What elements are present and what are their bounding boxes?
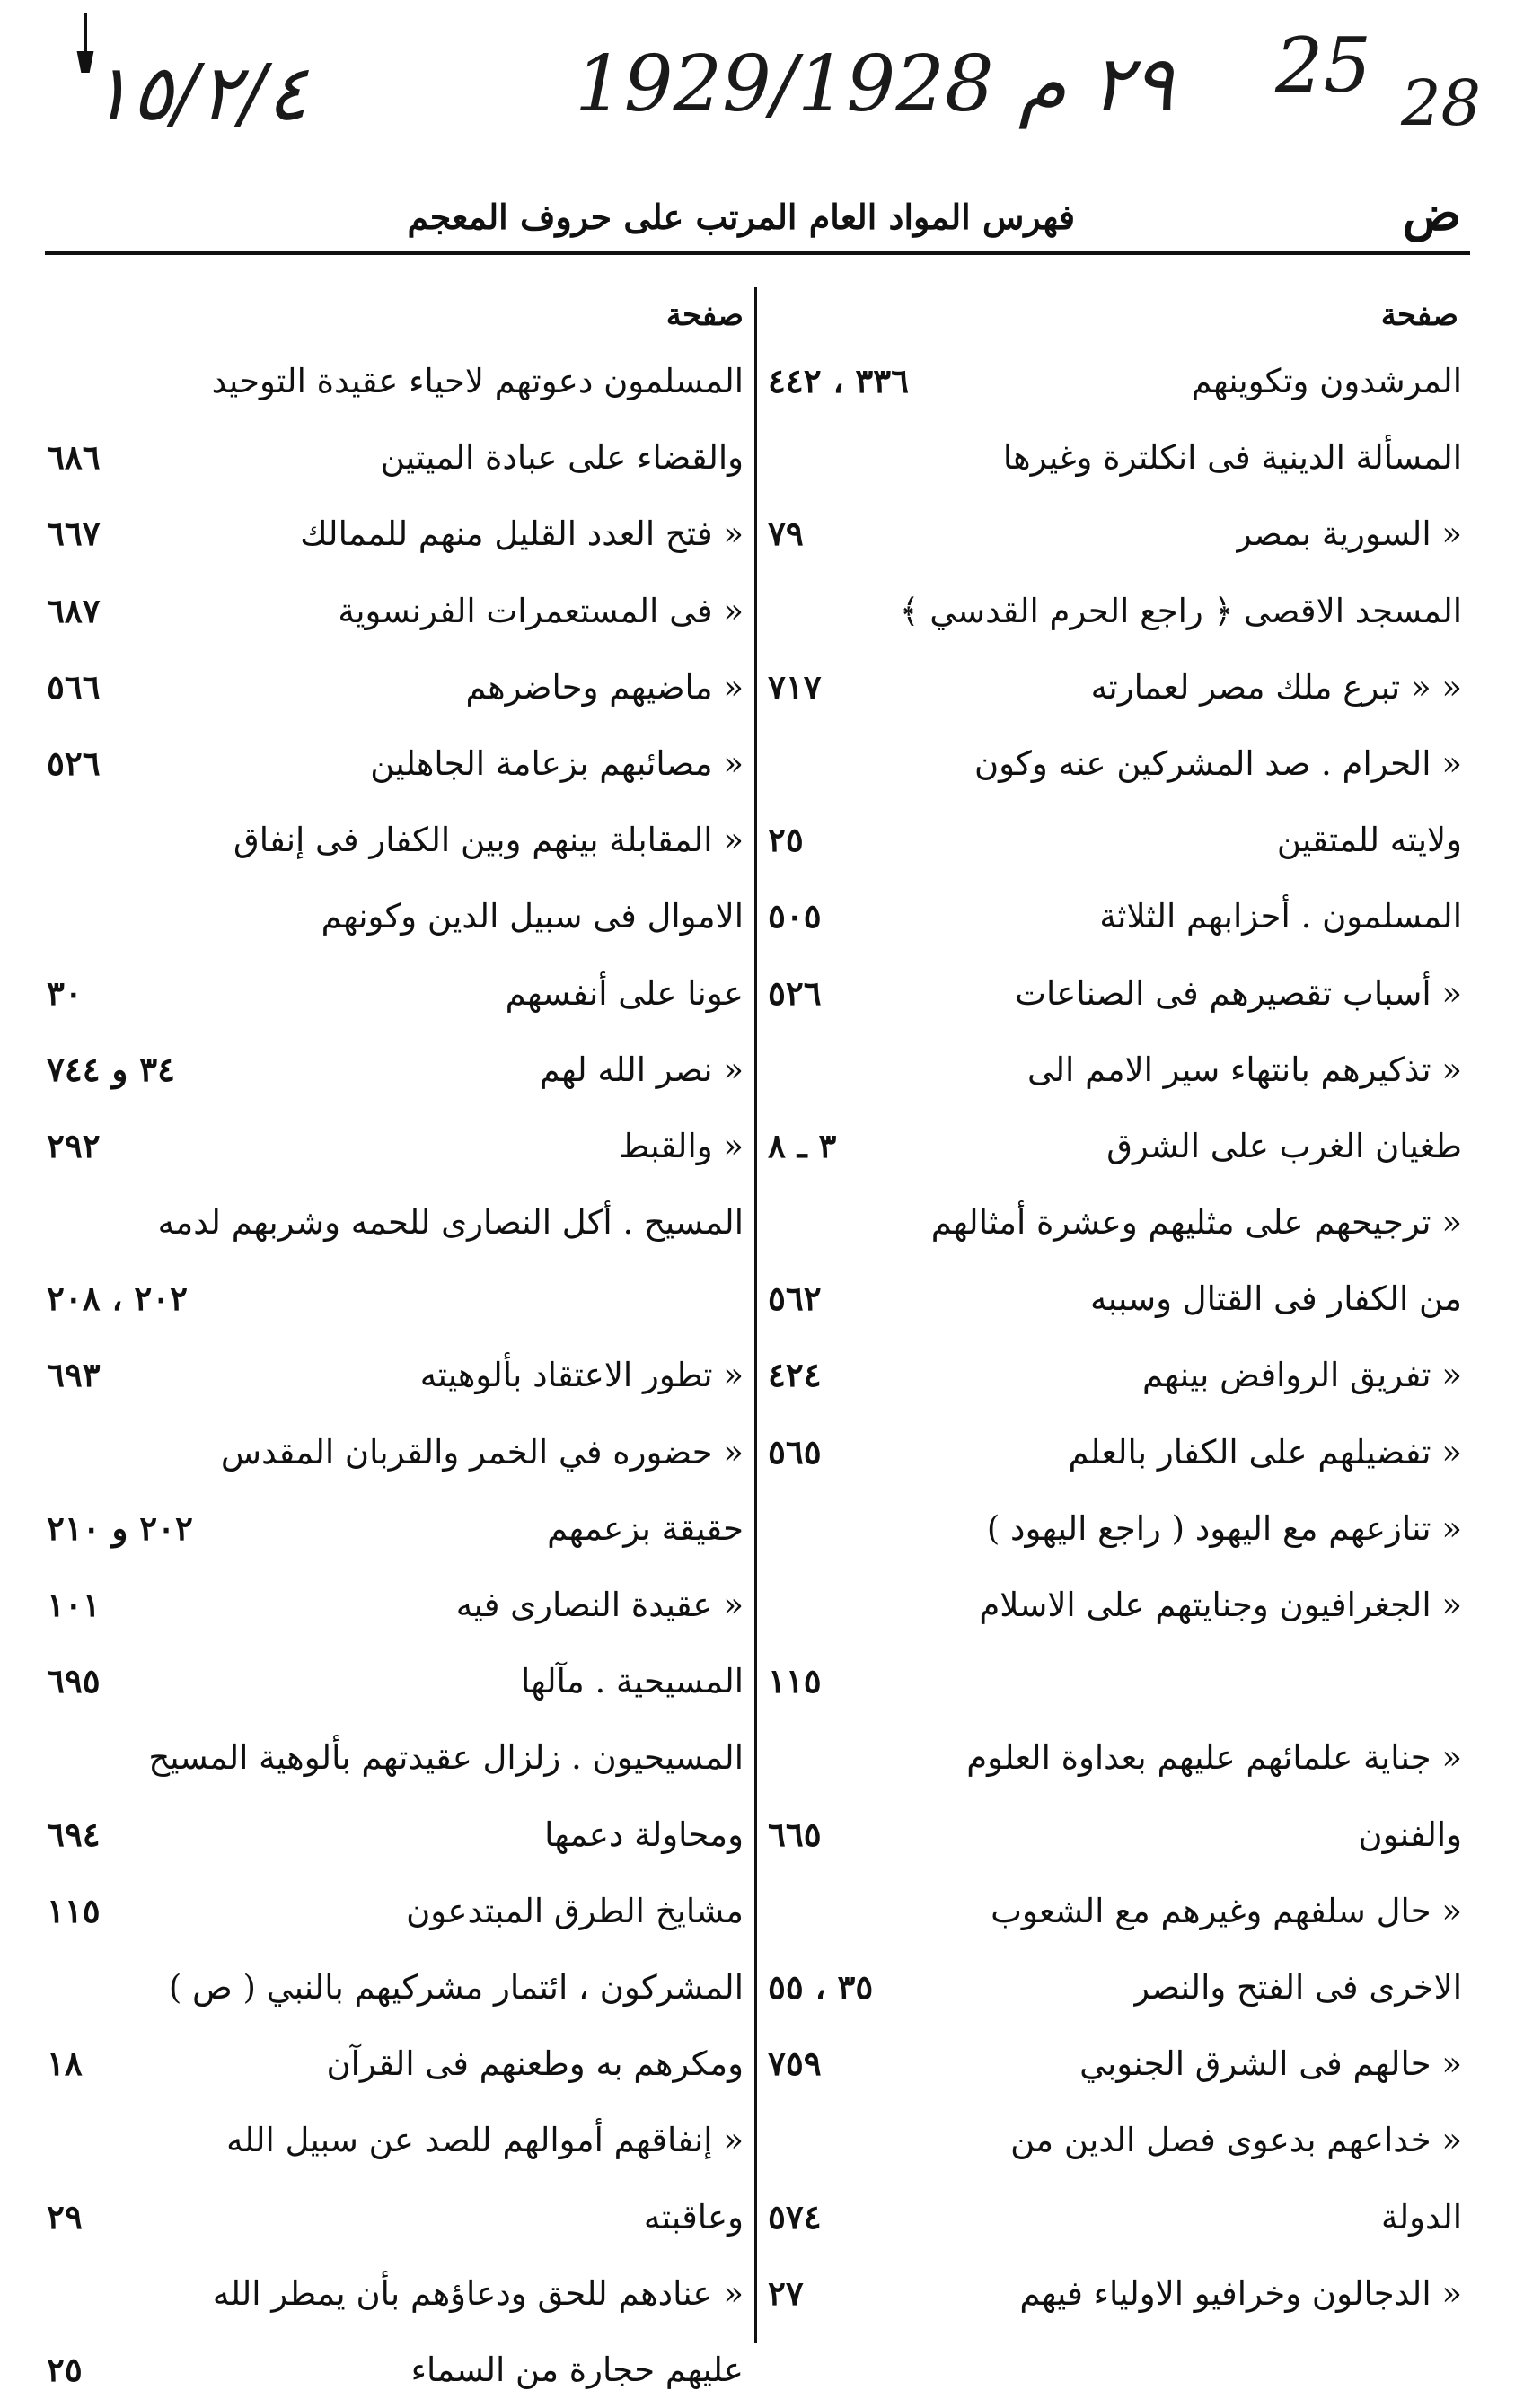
index-entry	[768, 1873, 1462, 1949]
entry-text: « خداعهم بدعوى فصل الدين من	[1010, 2121, 1462, 2160]
entry-page-number: ٣ ـ ٨	[768, 1125, 837, 1165]
entry-text: الاخرى فى الفتح والنصر	[1133, 1967, 1462, 2007]
entry-text: المسلمون . أحزابهم الثلاثة	[1099, 897, 1462, 936]
entry-page-number: ١١٥	[47, 1890, 101, 1930]
index-entry	[47, 1261, 744, 1337]
entry-page-number: ٢٠٢ ، ٢٠٨	[47, 1279, 188, 1319]
entry-page-number: ١٠١	[47, 1585, 101, 1624]
entry-text: عونا على أنفسهم	[505, 973, 744, 1013]
entry-page-number: ٣٣٦ ، ٤٤٢	[768, 361, 909, 400]
index-entry	[768, 802, 1462, 878]
index-entry	[47, 1414, 744, 1490]
index-entry	[768, 955, 1462, 1032]
index-entry	[47, 725, 744, 802]
entry-page-number: ٢٩٢	[47, 1125, 101, 1165]
entry-text: « « تبرع ملك مصر لعمارته	[1090, 667, 1462, 707]
index-entry	[768, 2026, 1462, 2102]
entry-text: حقيقة بزعمهم	[547, 1508, 744, 1548]
entry-text: من الكفار فى القتال وسببه	[1089, 1279, 1462, 1319]
entry-page-number: ٦٩٥	[47, 1661, 101, 1701]
index-entry	[768, 1108, 1462, 1184]
entry-text: « فتح العدد القليل منهم للممالك	[300, 514, 744, 554]
entry-text: « أسباب تقصيرهم فى الصناعات	[1015, 973, 1462, 1013]
entry-page-number: ٥٧٤	[768, 2196, 822, 2237]
entry-page-number: ٧٥٩	[768, 2043, 822, 2084]
page-title: فهرس المواد العام المرتب على حروف المعجم	[407, 197, 1075, 237]
index-entry	[47, 2255, 744, 2332]
entry-page-number: ٧٩	[768, 514, 804, 554]
header-divider	[45, 251, 1470, 255]
index-entry	[47, 419, 744, 496]
index-entry	[47, 496, 744, 572]
entry-text: « تفضيلهم على الكفار بالعلم	[1068, 1432, 1462, 1472]
index-entry	[47, 2102, 744, 2178]
entry-page-number: ٥٠٥	[768, 896, 822, 936]
index-entry	[47, 2179, 744, 2255]
entry-text: وعاقبته	[643, 2197, 744, 2237]
entry-text: الاموال فى سبيل الدين وكونهم	[321, 897, 744, 936]
entry-text: « حضوره في الخمر والقربان المقدس	[220, 1432, 744, 1472]
index-entry	[768, 1797, 1462, 1873]
index-entry	[768, 496, 1462, 572]
entry-page-number: ٦٨٧	[47, 590, 101, 630]
entry-page-number: ٥٦٦	[47, 666, 101, 707]
index-entry	[47, 1797, 744, 1873]
entry-text: « حال سلفهم وغيرهم مع الشعوب	[991, 1891, 1462, 1930]
index-entry	[768, 1261, 1462, 1337]
entry-text: « عنادهم للحق ودعاؤهم بأن يمطر الله	[212, 2273, 744, 2313]
index-entry	[768, 1490, 1462, 1567]
handwritten-annotations	[54, 13, 1482, 165]
entry-text: المشركون ، ائتمار مشركيهم بالنبي ( ص )	[168, 1967, 744, 2007]
entry-page-number: ٤٢٤	[768, 1355, 822, 1395]
index-entry	[47, 1184, 744, 1261]
entry-page-number: ٣٥ ، ٥٥	[768, 1966, 874, 2007]
index-entry	[768, 573, 1462, 649]
entry-page-number: ٦٦٧	[47, 514, 101, 554]
index-entry	[768, 1719, 1462, 1796]
index-entry	[47, 878, 744, 954]
column-heading: صفحة	[665, 297, 744, 333]
entry-text: « الدجالون وخرافيو الاولياء فيهم	[1019, 2273, 1462, 2313]
entry-text: والقضاء على عبادة الميتين	[380, 438, 744, 478]
entry-page-number: ٢٧	[768, 2272, 804, 2313]
entry-page-number: ٥٢٦	[47, 743, 101, 783]
entry-page-number: ٣٠	[47, 972, 83, 1013]
entry-text: « إنفاقهم أموالهم للصد عن سبيل الله	[226, 2121, 744, 2160]
entry-text: « ترجيحهم على مثليهم وعشرة أمثالهم	[930, 1203, 1462, 1243]
entry-text: « تنازعهم مع اليهود ( راجع اليهود )	[986, 1508, 1462, 1548]
handwritten-volume-number: 25	[1275, 22, 1371, 110]
index-column-right	[754, 287, 1473, 2343]
entry-page-number: ١١٥	[768, 1661, 822, 1701]
index-column-left	[36, 287, 754, 2389]
index-entry	[47, 802, 744, 878]
column-heading: صفحة	[1380, 297, 1458, 333]
entry-text: المرشدون وتكوينهم	[1191, 362, 1462, 400]
entry-text: المسألة الدينية فى انكلترة وغيرها	[1002, 438, 1462, 478]
entry-text: المسيح . أكل النصارى للحمه وشربهم لدمه	[157, 1203, 744, 1243]
index-entry	[47, 649, 744, 725]
index-entry	[47, 1337, 744, 1413]
entry-page-number: ٥٦٢	[768, 1279, 822, 1319]
index-entry	[47, 1490, 744, 1567]
index-entry	[47, 1567, 744, 1643]
entry-text: والفنون	[1358, 1815, 1462, 1854]
entry-page-number: ٢٩	[47, 2196, 83, 2237]
index-entry	[768, 1643, 1462, 1719]
entry-text: « فى المستعمرات الفرنسوية	[338, 591, 744, 630]
entry-page-number: ٦٦٥	[768, 1814, 822, 1854]
entry-text: « المقابلة بينهم وبين الكفار فى إنفاق	[233, 821, 744, 860]
index-entry	[47, 1949, 744, 2026]
entry-text: ومكرهم به وطعنهم فى القرآن	[326, 2044, 744, 2084]
page-header	[54, 184, 1461, 247]
index-entry	[768, 725, 1462, 802]
entry-page-number: ٦٩٤	[47, 1814, 101, 1854]
handwritten-year-range: 1929/1928 ٢٩ م	[575, 40, 1175, 129]
index-entry	[768, 1414, 1462, 1490]
entry-text: المسيحيون . زلزال عقيدتهم بألوهية المسيح	[148, 1738, 744, 1778]
entry-page-number: ٧١٧	[768, 666, 822, 707]
entry-text: « نصر الله لهم	[539, 1050, 744, 1089]
index-entry	[47, 2026, 744, 2102]
section-letter: ض	[1402, 184, 1461, 242]
index-entry	[768, 1337, 1462, 1413]
index-entry	[768, 1567, 1462, 1643]
entry-page-number: ٦٨٦	[47, 437, 101, 478]
entry-text: « الحرام . صد المشركين عنه وكون	[973, 743, 1462, 783]
entry-text: الدولة	[1381, 2197, 1462, 2237]
index-entry	[768, 1949, 1462, 2026]
index-entry	[47, 1032, 744, 1108]
entry-text: « والقبط	[619, 1126, 744, 1165]
entry-text: « عقيدة النصارى فيه	[455, 1586, 744, 1624]
index-entry	[47, 955, 744, 1032]
index-entry	[47, 343, 744, 419]
index-entry	[768, 878, 1462, 954]
entry-page-number: ٢٠٢ و ٢١٠	[47, 1507, 193, 1548]
entry-text: « تطور الاعتقاد بألوهيته	[419, 1356, 744, 1395]
index-entry	[47, 1719, 744, 1796]
entry-text: المسجد الاقصى ﴿ راجع الحرم القدسي ﴾	[899, 591, 1462, 630]
index-entry	[768, 1184, 1462, 1261]
entry-text: « الجغرافيون وجنايتهم على الاسلام	[979, 1586, 1462, 1624]
index-entry	[768, 419, 1462, 496]
entry-text: طغيان الغرب على الشرق	[1106, 1126, 1462, 1165]
entry-page-number: ٣٤ و ٧٤٤	[47, 1049, 176, 1089]
entry-text: « جناية علمائهم عليهم بعداوة العلوم	[966, 1738, 1462, 1778]
entry-page-number: ٢٥	[768, 820, 804, 860]
entry-text: مشايخ الطرق المبتدعون	[406, 1891, 744, 1930]
index-entry	[47, 1643, 744, 1719]
entry-text: المسيحية . مآلها	[521, 1662, 744, 1701]
entry-text: « تفريق الروافض بينهم	[1142, 1356, 1462, 1395]
index-entry	[768, 2179, 1462, 2255]
index-columns	[36, 287, 1473, 2389]
handwritten-volume-denominator: 28	[1401, 66, 1482, 140]
entry-text: « مصائبهم بزعامة الجاهلين	[370, 743, 744, 783]
entry-text: ومحاولة دعمها	[544, 1815, 744, 1854]
entry-page-number: ٥٢٦	[768, 972, 822, 1013]
entry-text: « السورية بمصر	[1235, 514, 1462, 554]
index-entry	[768, 649, 1462, 725]
entry-page-number: ٢٥	[47, 2349, 83, 2389]
index-entry	[47, 573, 744, 649]
entry-text: عليهم حجارة من السماء	[410, 2350, 744, 2389]
index-entry	[47, 1108, 744, 1184]
index-entry	[768, 2255, 1462, 2332]
handwritten-date-hijri: ١٥/٢/٤	[90, 48, 308, 138]
entry-page-number: ٥٦٥	[768, 1431, 822, 1472]
entry-page-number: ٦٩٣	[47, 1355, 101, 1395]
entry-text: « ماضيهم وحاضرهم	[465, 667, 744, 707]
entry-text: « حالهم فى الشرق الجنوبي	[1079, 2044, 1462, 2084]
index-entry	[768, 1032, 1462, 1108]
index-entry	[768, 2102, 1462, 2178]
entry-text: ولايته للمتقين	[1276, 821, 1462, 860]
index-entry	[768, 343, 1462, 419]
entry-text: المسلمون دعوتهم لاحياء عقيدة التوحيد	[211, 362, 744, 400]
entry-page-number: ١٨	[47, 2043, 83, 2084]
index-entry	[47, 1873, 744, 1949]
entry-text: « تذكيرهم بانتهاء سير الامم الى	[1026, 1050, 1462, 1089]
index-entry	[47, 2332, 744, 2408]
